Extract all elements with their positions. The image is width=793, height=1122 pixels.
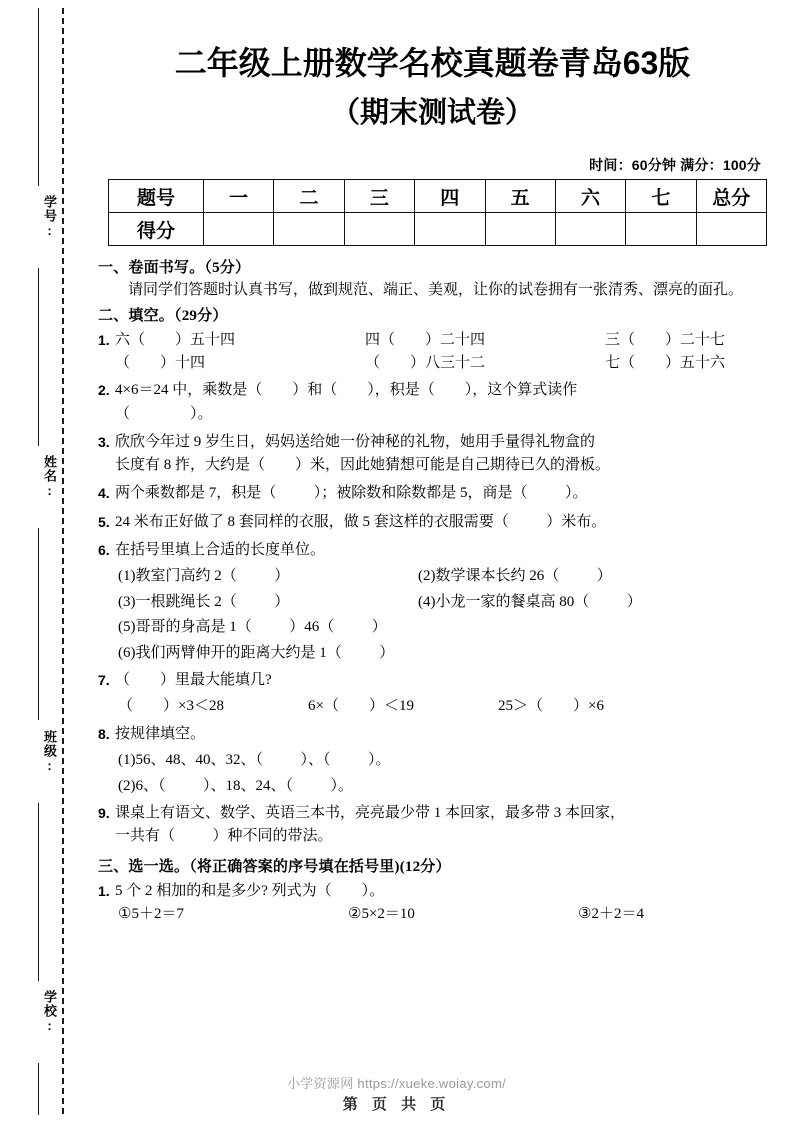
question-number: 1. [98,882,110,899]
score-table-header-label: 题号 [109,180,204,213]
question-2-6-item-4 [98,642,769,665]
question-number: 3. [98,433,110,450]
question-text: 在括号里填上合适的长度单位。 [115,541,326,558]
question-number: 2. [98,382,110,399]
question-text[interactable]: （ ）。 [115,405,213,422]
score-cell-5[interactable] [485,213,555,246]
section-3-points: （将正确答案的序号填在括号里)(12分） [189,858,451,875]
score-table-col-6: 六 [555,180,625,213]
score-table-col-7: 七 [626,180,696,213]
exam-content [98,260,769,922]
question-number: 8. [98,725,110,742]
question-2-8-item-1 [98,749,769,772]
subitem-text[interactable]: (1)56、48、40、32、（ ）、（ ）。 [118,752,391,769]
margin-label-class: 班级: [42,730,57,774]
question-2-6-item-3 [98,616,769,639]
score-table-container [108,179,767,246]
page-subtitle: （期末测试卷） [330,97,534,130]
question-number: 6. [98,541,110,558]
inequality-expression[interactable]: （ ）×3＜28 [118,698,224,715]
question-2-4 [98,482,769,505]
subitem-text[interactable]: (1)教室门高约 2（ ） [118,568,290,585]
question-2-6-item-2 [98,591,769,614]
question-2-7 [98,669,769,692]
section-heading-3 [98,859,769,875]
question-3-1-options [98,907,769,922]
blank-expression[interactable]: （ ）十四 [115,354,206,371]
sealing-solid-segment [38,803,39,981]
option-2[interactable]: ②5×2＝10 [348,905,415,922]
page-footer-label: 第 页 共 页 [342,1096,451,1113]
question-text: 按规律填空。 [115,725,206,742]
blank-expression[interactable]: 三（ ）二十七 [605,332,726,349]
page-title: 二年级上册数学名校真题卷青岛63版 [174,45,691,81]
question-2-1-row-1 [115,329,769,352]
score-cell-total[interactable] [696,213,766,246]
option-1[interactable]: ①5＋2＝7 [118,905,184,922]
table-row-scores [109,213,767,246]
sealing-solid-segment [38,8,39,186]
question-text[interactable]: 4×6＝24 中，乘数是（ ）和（ ），积是（ ），这个算式读作 [115,382,578,399]
question-text: 课桌上有语文、数学、英语三本书，亮亮最少带 1 本回家，最多带 3 本回家， [115,805,626,822]
question-3-1 [98,880,769,903]
score-cell-6[interactable] [555,213,625,246]
question-2-1-row-2 [115,352,769,375]
subitem-text[interactable]: (6)我们两臂伸开的距离大约是 1（ ） [118,644,395,661]
question-2-7-expressions [98,695,769,718]
question-text: 欣欣今年过 9 岁生日，妈妈送给她一份神秘的礼物，她用手量得礼物盒的 [115,433,596,450]
question-2-8 [98,723,769,746]
score-table-row-label: 得分 [109,213,204,246]
section-heading-2 [98,308,769,324]
subitem-text[interactable]: (3)一根跳绳长 2（ ） [118,593,290,610]
question-text[interactable]: （ ）里最大能填几? [115,672,272,689]
question-2-1 [98,329,769,374]
margin-label-student-id: 学号: [42,195,57,239]
subitem-text[interactable]: (2)6、（ ）、18、24、（ ）。 [118,777,353,794]
question-text[interactable]: 24 米布正好做了 8 套同样的衣服，做 5 套这样的衣服需要（ ）米布。 [115,513,607,530]
section-1-points: （5分） [204,260,251,277]
question-number: 7. [98,672,110,689]
score-table-col-3: 三 [344,180,414,213]
question-text[interactable]: 一共有（ ）种不同的带法。 [115,828,333,845]
sealing-margin-column [0,0,78,1122]
question-2-9 [98,802,769,849]
inequality-expression[interactable]: 25＞（ ）×6 [498,698,604,715]
sealing-solid-segment [38,268,39,446]
score-table-col-total: 总分 [696,180,766,213]
sealing-dashed-line [62,8,64,1114]
inequality-expression[interactable]: 6×（ ）＜19 [308,698,414,715]
exam-page [78,0,793,1122]
question-text[interactable]: 两个乘数都是 7，积是（ ）；被除数和除数都是 5，商是（ ）。 [115,485,588,502]
score-table-col-5: 五 [485,180,555,213]
question-number: 4. [98,485,110,502]
score-table-col-1: 一 [204,180,274,213]
section-1-title: 一、卷面书写。 [98,259,205,277]
blank-expression[interactable]: 七（ ）五十六 [605,354,726,371]
option-3[interactable]: ③2＋2＝4 [578,905,644,922]
section-heading-1 [98,260,769,276]
watermark-text: 小学资源网 https://xueke.woiay.com/ [287,1076,506,1091]
blank-expression[interactable]: 四（ ）二十四 [365,332,486,349]
margin-label-school: 学校: [42,990,57,1034]
question-number: 1. [98,332,110,349]
subitem-text[interactable]: (2)数学课本长约 26（ ） [418,568,612,585]
blank-expression[interactable]: 六（ ）五十四 [115,332,236,349]
table-row-question-numbers [109,180,767,213]
score-cell-2[interactable] [274,213,344,246]
score-cell-4[interactable] [415,213,485,246]
score-cell-7[interactable] [626,213,696,246]
subitem-text[interactable]: (5)哥哥的身高是 1（ ）46（ ） [118,619,387,636]
score-table [108,179,767,246]
section-1-paragraph: 请同学们答题时认真书写，做到规范、端正、美观，让你的试卷拥有一张清秀、漂亮的面孔。 [128,282,744,299]
score-cell-3[interactable] [344,213,414,246]
sealing-solid-segment [38,528,39,720]
section-3-title: 三、选一选。 [98,857,190,875]
question-number: 5. [98,513,110,530]
blank-expression[interactable]: （ ）八三十二 [365,354,486,371]
subitem-text[interactable]: (4)小龙一家的餐桌高 80（ ） [418,593,642,610]
question-text[interactable]: 长度有 8 拃，大约是（ ）米，因此她猜想可能是自己期待已久的滑板。 [115,457,611,474]
exam-meta-info: 时间：60分钟 满分：100分 [589,157,761,174]
question-text[interactable]: 5 个 2 相加的和是多少? 列式为（ ）。 [115,882,385,899]
question-2-6-item-1 [98,565,769,588]
score-cell-1[interactable] [204,213,274,246]
section-2-title: 二、填空。 [98,307,175,325]
margin-label-name: 姓名: [42,455,57,499]
score-table-col-4: 四 [415,180,485,213]
question-2-6 [98,539,769,562]
question-2-5 [98,511,769,534]
section-2-points: （29分） [174,308,228,325]
question-2-2 [98,379,769,426]
score-table-col-2: 二 [274,180,344,213]
question-number: 9. [98,805,110,822]
question-2-8-item-2 [98,775,769,798]
question-2-3 [98,431,769,478]
